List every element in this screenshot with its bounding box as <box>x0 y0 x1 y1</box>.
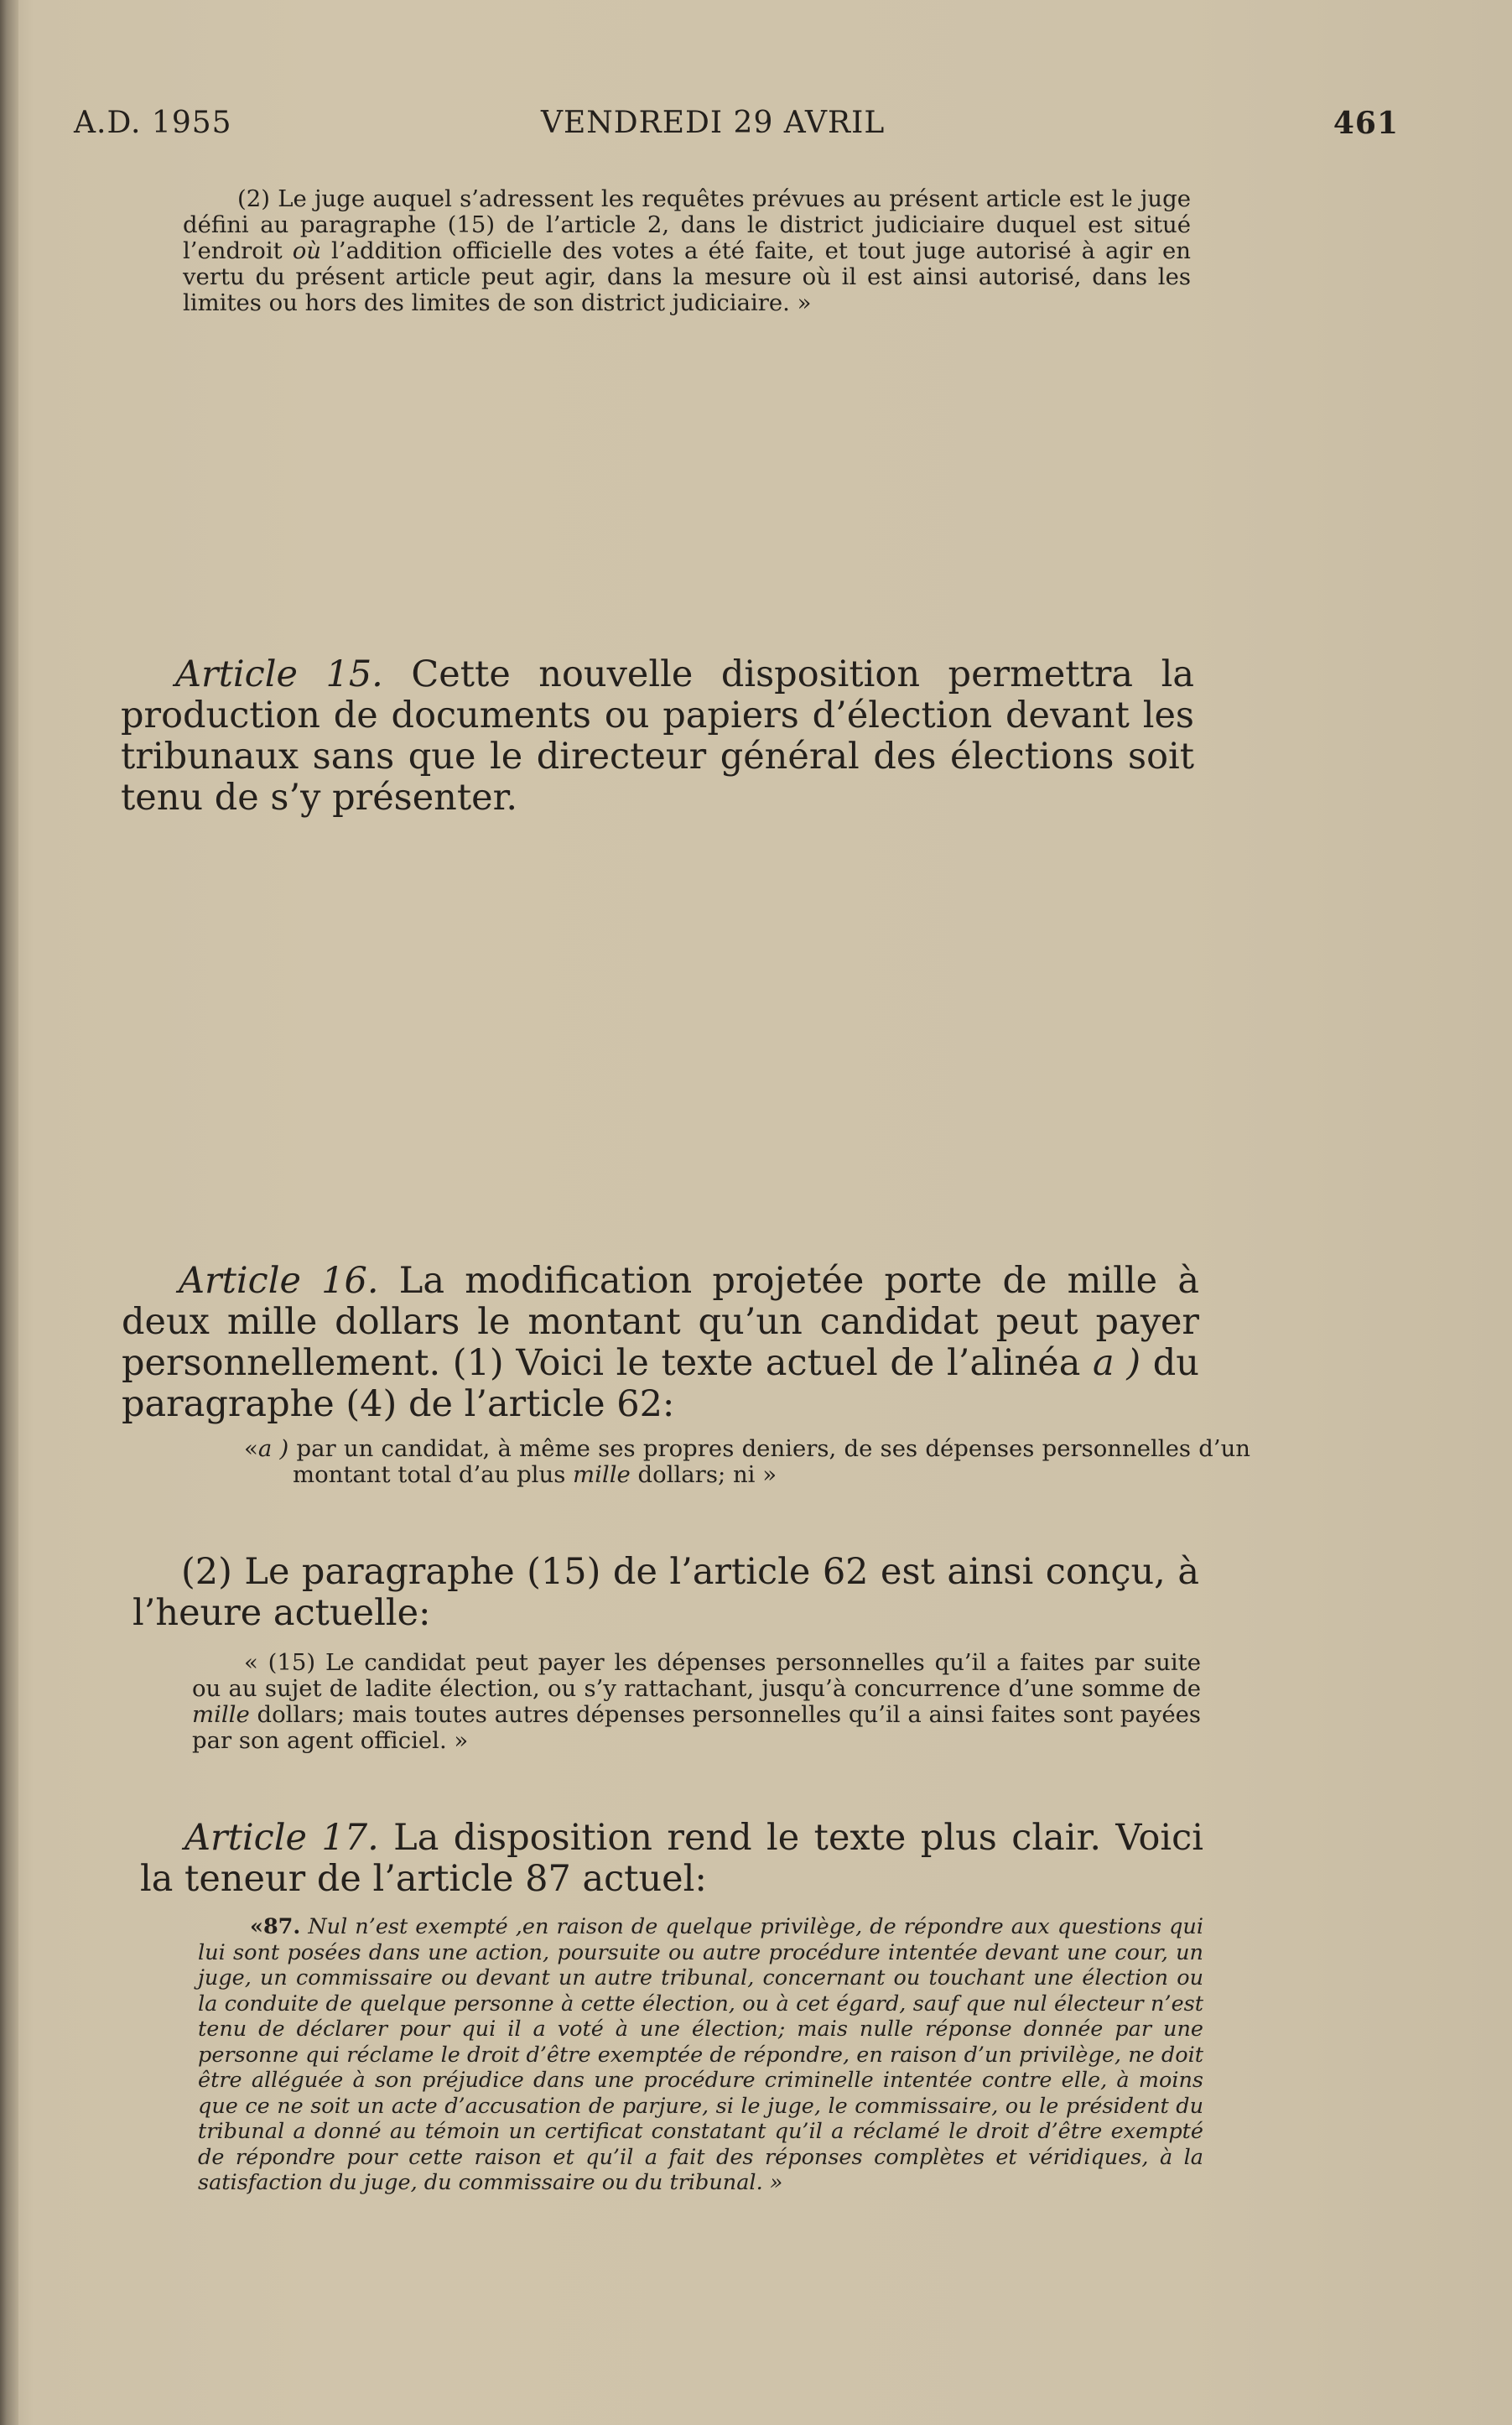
page-number: 461 <box>1333 106 1399 141</box>
block-text-b: l’addition officielle des votes a été faite, et tout juge autorisé à agir en vertu du présent article peut agir, dans la mesure où il est ainsi autorisé, dans les limites ou hors des limites de son district judiciaire. » <box>183 237 1191 316</box>
quote-15-text-b: dollars; mais toutes autres dépenses personnelles qu’il a ainsi faites sont payées par son agent officiel. » <box>192 1701 1201 1754</box>
article-15-text: Cette nouvelle disposition permettra la production de documents ou papiers d’élection devant les tribunaux sans que le directeur général des élections soit tenu de s’y présenter. <box>121 653 1194 819</box>
block-paragraph-2 <box>183 186 1191 316</box>
paragraph-15-intro <box>132 1552 1199 1634</box>
article-16-text-a: La modification projetée porte de mille à deux mille dollars le montant qu’un candidat peut payer personnellement. (1) Voici le texte actuel de l’alinéa <box>122 1260 1199 1384</box>
article-16-text-b: du paragraphe (4) de l’article 62: <box>122 1342 1199 1425</box>
paragraph-15-intro-text: (2) Le paragraphe (15) de l’article 62 est ainsi conçu, à l’heure actuelle: <box>132 1551 1199 1634</box>
article-16-label: Article 16. <box>179 1260 379 1302</box>
article-17-text: La disposition rend le texte plus clair. Voici la teneur de l’article 87 actuel: <box>140 1817 1203 1900</box>
quote-alinea-mille: mille <box>573 1461 631 1488</box>
quote-15-mille: mille <box>192 1701 250 1728</box>
quote-15-text-a: « (15) Le candidat peut payer les dépenses personnelles qu’il a faites par suite ou au sujet de ladite élection, ou s’y rattachant, jusqu’à concurrence d’une somme de <box>192 1649 1201 1702</box>
quote-87-text: Nul n’est exempté ,en raison de quelque privilège, de répondre aux questions qui lui sont posées dans une action, poursuite ou autre procédure intentée devant une cour, un juge, un commissaire ou devant un autre tribunal, concernant ou touchant une élection ou la conduite de quelque personne à cette élection, ou à cet égard, sauf que nul électeur n’est tenu de déclarer pour qui il a voté à une élection; mais nulle réponse donnée par une personne qui réclame le droit d’être exemptée de répondre, en raison d’un privilège, ne doit être alléguée à son préjudice dans une procédure criminelle intentée contre elle, à moins que ce ne soit un acte d’accusation de parjure, si le juge, le commissaire, ou le président du tribunal a donné au témoin un certificat constatant qu’il a réclamé le droit d’être exempté de répondre pour cette raison et qu’il a fait des réponses complètes et véridiques, à la satisfaction du juge, du commissaire ou du tribunal. » <box>198 1914 1203 2195</box>
quote-87-number: «87. <box>250 1914 301 1939</box>
article-15-paragraph <box>121 654 1194 819</box>
header-date: VENDREDI 29 AVRIL <box>541 106 886 140</box>
quote-alinea-text-b: dollars; ni » <box>630 1461 777 1488</box>
block-text-ou: où <box>292 237 321 264</box>
quote-alinea-open: « <box>244 1435 258 1462</box>
article-16-paragraph <box>122 1261 1199 1425</box>
running-header <box>74 106 1399 148</box>
quote-alinea-a <box>244 1436 1250 1488</box>
quote-alinea-text-a: par un candidat, à même ses propres deniers, de ses dépenses personnelles d’un montant total d’au plus <box>288 1435 1250 1488</box>
block-text-a: (2) Le juge auquel s’adressent les requêtes prévues au présent article est le juge défini au paragraphe (15) de l’article 2, dans le district judiciaire duquel est situé l’endroit <box>183 185 1191 264</box>
article-17-paragraph <box>140 1818 1203 1900</box>
article-17-label: Article 17. <box>184 1817 379 1859</box>
quote-paragraph-15 <box>192 1650 1201 1754</box>
header-year: A.D. 1955 <box>74 106 232 140</box>
quote-alinea-item: a ) <box>257 1435 289 1462</box>
article-15-label: Article 15. <box>175 653 383 695</box>
quote-article-87 <box>198 1914 1203 2196</box>
article-16-text-italic: a ) <box>1093 1342 1141 1384</box>
